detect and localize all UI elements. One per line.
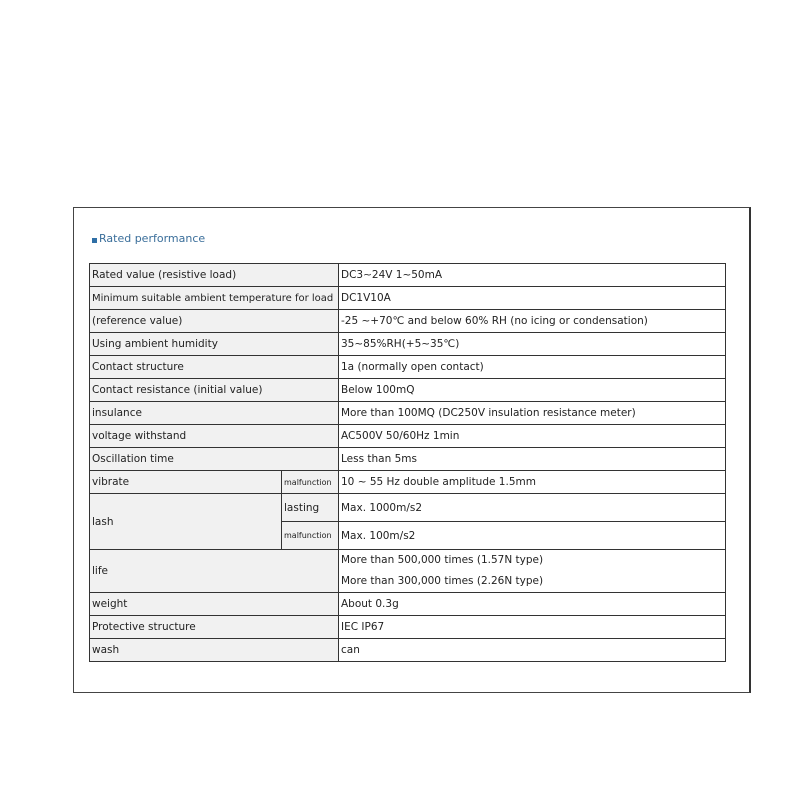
row-label: Contact resistance (initial value) — [90, 379, 339, 402]
section-heading — [92, 232, 205, 245]
row-value: 10 ~ 55 Hz double amplitude 1.5mm — [339, 471, 726, 494]
row-label: vibrate — [90, 471, 282, 494]
row-value: DC1V10A — [339, 287, 726, 310]
row-label: (reference value) — [90, 310, 339, 333]
table-row — [90, 379, 726, 402]
row-label: voltage withstand — [90, 425, 339, 448]
row-label: Using ambient humidity — [90, 333, 339, 356]
row-sublabel: lasting — [282, 494, 339, 522]
row-label: Minimum suitable ambient temperature for load — [90, 287, 339, 310]
row-value: Below 100mQ — [339, 379, 726, 402]
table-row — [90, 448, 726, 471]
row-value — [339, 550, 726, 593]
table-row — [90, 471, 726, 494]
row-value: can — [339, 639, 726, 662]
row-value: 1a (normally open contact) — [339, 356, 726, 379]
row-value: Max. 100m/s2 — [339, 522, 726, 550]
table-row — [90, 550, 726, 593]
table-row — [90, 402, 726, 425]
row-label: Oscillation time — [90, 448, 339, 471]
row-value: About 0.3g — [339, 593, 726, 616]
row-label: Contact structure — [90, 356, 339, 379]
row-label: weight — [90, 593, 339, 616]
row-label: Protective structure — [90, 616, 339, 639]
row-label: life — [90, 550, 339, 593]
row-value: Less than 5ms — [339, 448, 726, 471]
row-value: DC3∼24V 1~50mA — [339, 264, 726, 287]
table-row — [90, 593, 726, 616]
row-value: 35~85%RH(+5~35℃) — [339, 333, 726, 356]
table-row — [90, 494, 726, 522]
table-row — [90, 425, 726, 448]
row-sublabel: malfunction — [282, 471, 339, 494]
life-value-2: More than 300,000 times (2.26N type) — [341, 575, 544, 587]
table-row — [90, 616, 726, 639]
row-value: More than 100MQ (DC250V insulation resistance meter) — [339, 402, 726, 425]
table-row — [90, 264, 726, 287]
section-title-text: Rated performance — [99, 232, 206, 245]
table-row — [90, 356, 726, 379]
life-value-1: More than 500,000 times (1.57N type) — [341, 554, 544, 566]
row-value: Max. 1000m/s2 — [339, 494, 726, 522]
table-row — [90, 287, 726, 310]
row-label: Rated value (resistive load) — [90, 264, 339, 287]
table-row — [90, 310, 726, 333]
row-label: lash — [90, 494, 282, 550]
row-value: -25 ~+70℃ and below 60% RH (no icing or condensation) — [339, 310, 726, 333]
bullet-square-icon — [92, 238, 97, 243]
table-row — [90, 639, 726, 662]
row-sublabel: malfunction — [282, 522, 339, 550]
table-row — [90, 333, 726, 356]
row-label: wash — [90, 639, 339, 662]
rated-performance-table — [89, 263, 726, 662]
row-value: IEC IP67 — [339, 616, 726, 639]
row-label: insulance — [90, 402, 339, 425]
row-value: AC500V 50/60Hz 1min — [339, 425, 726, 448]
